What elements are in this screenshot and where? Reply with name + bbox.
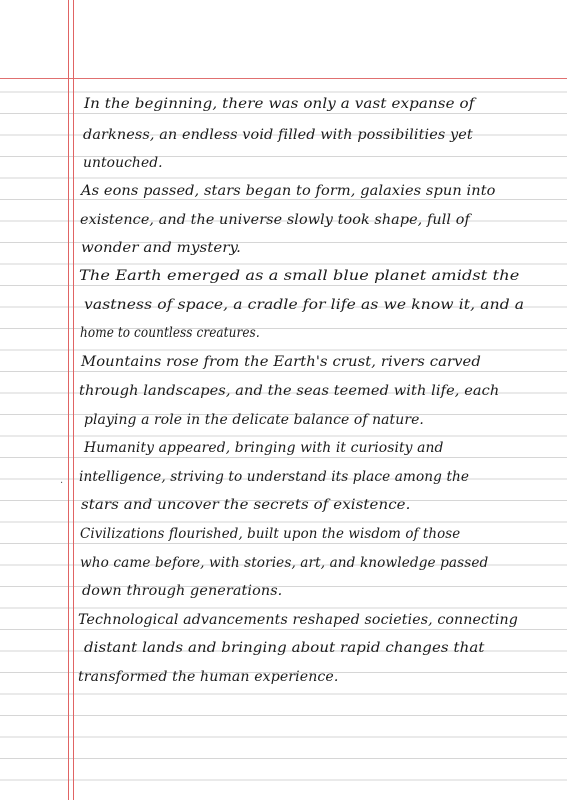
margin-line-left [68, 0, 69, 800]
ink-dot: · [60, 478, 64, 489]
handwritten-line: In the beginning, there was only a vast expanse of [84, 96, 475, 112]
handwritten-line: existence, and the universe slowly took shape, full of [80, 212, 470, 228]
handwritten-line: home to countless creatures. [80, 325, 260, 341]
header-rule [0, 78, 567, 79]
handwritten-line: As eons passed, stars began to form, galaxies spun into [81, 183, 496, 199]
handwritten-line: Civilizations flourished, built upon the wisdom of those [80, 526, 461, 542]
handwritten-line: wonder and mystery. [81, 240, 241, 256]
margin-line-right [73, 0, 74, 800]
handwritten-line: Humanity appeared, bringing with it curiosity and [84, 440, 444, 456]
handwritten-line: Technological advancements reshaped societies, connecting [78, 612, 518, 628]
handwritten-line: darkness, an endless void filled with possibilities yet [83, 127, 473, 143]
handwritten-line: The Earth emerged as a small blue planet amidst the [79, 268, 520, 284]
paper-header-area [0, 0, 567, 78]
handwritten-line: through landscapes, and the seas teemed with life, each [79, 383, 500, 399]
handwritten-line: intelligence, striving to understand its place among the [79, 469, 470, 485]
handwritten-line: stars and uncover the secrets of existence. [81, 497, 411, 513]
handwritten-line: playing a role in the delicate balance of nature. [84, 412, 424, 428]
handwritten-line: transformed the human experience. [78, 669, 339, 685]
handwritten-line: untouched. [83, 155, 163, 171]
handwritten-line: who came before, with stories, art, and knowledge passed [80, 555, 489, 571]
handwritten-line: distant lands and bringing about rapid changes that [84, 640, 485, 656]
handwritten-line: Mountains rose from the Earth's crust, rivers carved [81, 354, 481, 370]
handwritten-line: vastness of space, a cradle for life as we know it, and a [84, 297, 525, 313]
handwritten-line: down through generations. [82, 583, 283, 599]
